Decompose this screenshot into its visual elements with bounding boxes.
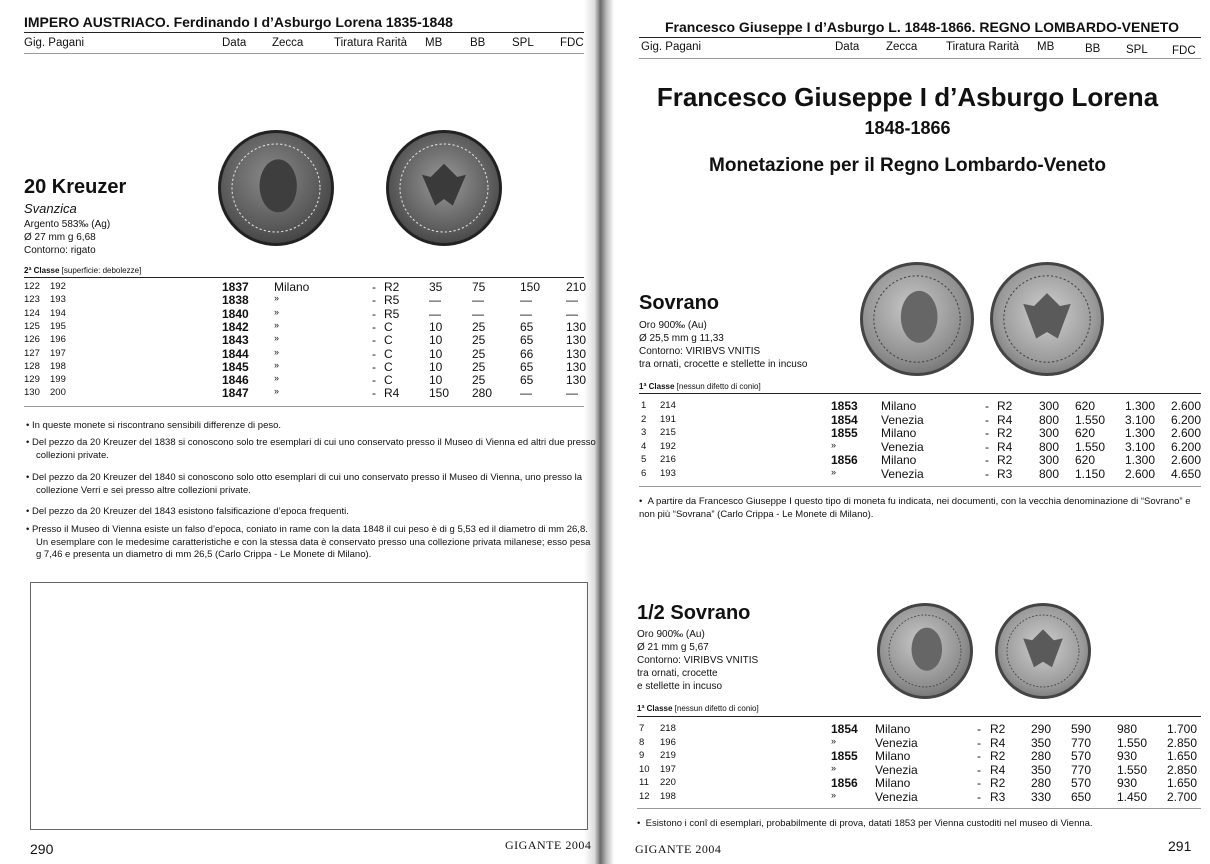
cell-fdc: — <box>566 386 578 401</box>
cell-bb: 25 <box>472 333 486 348</box>
cell-spl: 980 <box>1117 722 1138 736</box>
cell-bb: 570 <box>1071 749 1092 764</box>
cell-pag: 200 <box>50 387 66 399</box>
cell-gig: 2 <box>641 413 647 425</box>
table-row <box>605 722 1205 735</box>
cell-rar: R2 <box>990 722 1006 736</box>
cell-tir: - <box>977 776 981 791</box>
cell-data: 1845 <box>222 359 249 374</box>
col-gig-pagani: Gig. Pagani <box>24 37 85 49</box>
cell-bb: — <box>472 306 484 321</box>
cell-rar: C <box>384 319 393 334</box>
cell-mb: 10 <box>429 373 443 388</box>
cell-rar: R4 <box>990 762 1006 777</box>
note-item: • In queste monete si riscontrano sensibili differenze di peso. <box>26 420 282 431</box>
cell-tir: - <box>985 399 989 413</box>
table-row <box>605 426 1205 439</box>
col-tiratura-rarita: Tiratura Rarità <box>334 37 408 49</box>
cell-bb: 770 <box>1071 735 1092 750</box>
cell-data: 1842 <box>222 319 249 334</box>
col-data: Data <box>222 37 247 49</box>
cell-data: 1856 <box>831 453 858 467</box>
cell-pag: 197 <box>50 347 66 359</box>
cell-pag: 196 <box>50 334 66 346</box>
coin-obverse-image <box>218 130 334 246</box>
cell-rar: R3 <box>990 790 1006 804</box>
note-item: • Presso il Museo di Vienna esiste un falso d’epoca, coniato in rame con la data 1848 il cui peso è di g 5,53 ed il diametro di mm 26,8. Un esemplare con le medesime caratteristiche e con la stessa data è conservato presso una collezione privata milanese; esso pesa g 7,46 e presenta un diametro di mm 26,5 (Carlo Crippa - Le Monete di Milano). <box>26 524 591 560</box>
cell-spl: — <box>520 386 532 401</box>
cell-spl: 1.300 <box>1125 399 1156 413</box>
cell-fdc: 130 <box>566 346 587 361</box>
cell-fdc: 1.650 <box>1167 749 1198 764</box>
cell-fdc: 6.200 <box>1171 439 1202 454</box>
cell-zecca: Venezia <box>875 735 918 750</box>
cell-tir: - <box>985 426 989 440</box>
cell-data: 1853 <box>831 399 858 413</box>
cell-pag: 191 <box>660 413 676 425</box>
right-page <box>605 0 1210 864</box>
left-page <box>0 0 600 864</box>
cell-bb: 590 <box>1071 722 1092 736</box>
cell-spl: 930 <box>1117 776 1138 791</box>
cell-fdc: 2.600 <box>1171 399 1202 413</box>
cell-rar: R4 <box>384 386 400 401</box>
cell-spl: 1.550 <box>1117 735 1148 750</box>
cell-fdc: 1.650 <box>1167 776 1198 791</box>
cell-spl: 65 <box>520 373 534 388</box>
coin-subname: Svanzica <box>24 201 77 216</box>
cell-mb: 330 <box>1031 790 1052 804</box>
coin-spec: Contorno: VIRIBVS VNITIS <box>639 346 761 357</box>
cell-zecca: » <box>274 346 280 357</box>
cell-zecca: Venezia <box>881 412 924 427</box>
table-row <box>0 373 600 386</box>
table-row <box>605 440 1205 453</box>
cell-mb: — <box>429 293 441 308</box>
cell-gig: 125 <box>24 320 40 332</box>
cell-pag: 195 <box>50 320 66 332</box>
cell-bb: 770 <box>1071 762 1092 777</box>
cell-pag: 218 <box>660 723 676 734</box>
cell-spl: 65 <box>520 359 534 374</box>
cell-zecca: » <box>274 359 280 370</box>
col-fdc: FDC <box>560 37 584 49</box>
cell-tir: - <box>977 749 981 764</box>
coin-obverse-image <box>877 603 973 699</box>
page-number: 290 <box>30 841 54 857</box>
cell-rar: C <box>384 333 393 348</box>
cell-rar: R3 <box>997 466 1013 481</box>
col-bb: BB <box>470 37 486 49</box>
cell-rar: R2 <box>990 749 1006 764</box>
cell-mb: 300 <box>1039 426 1060 440</box>
cell-mb: — <box>429 306 441 321</box>
cell-mb: 10 <box>429 319 443 334</box>
cell-fdc: 130 <box>566 319 587 334</box>
cell-fdc: 1.700 <box>1167 722 1198 736</box>
cell-bb: 25 <box>472 373 486 388</box>
table-row <box>0 347 600 360</box>
cell-data: 1840 <box>222 306 249 321</box>
cell-tir: - <box>977 790 981 804</box>
table-row <box>605 776 1205 789</box>
cell-rar: R5 <box>384 293 400 308</box>
cell-mb: 350 <box>1031 735 1052 750</box>
cell-gig: 6 <box>641 467 647 479</box>
table-row <box>605 736 1205 749</box>
cell-mb: 800 <box>1039 466 1060 481</box>
cell-fdc: 6.200 <box>1171 412 1202 427</box>
col-tiratura-rarita: Tiratura Rarità <box>946 41 1020 53</box>
cell-tir: - <box>985 453 989 467</box>
cell-bb: 25 <box>472 346 486 361</box>
coin-reverse-image <box>386 130 502 246</box>
cell-zecca: » <box>274 386 280 397</box>
col-zecca: Zecca <box>886 41 918 53</box>
coin-reverse-image <box>990 262 1104 376</box>
cell-data: » <box>831 762 837 773</box>
cell-bb: 1.550 <box>1075 439 1106 454</box>
footer: GIGANTE 2004 <box>505 838 592 852</box>
cell-zecca: » <box>274 333 280 344</box>
cell-mb: 350 <box>1031 762 1052 777</box>
note-item: • A partire da Francesco Giuseppe I questo tipo di moneta fu indicata, nei documenti, con la vecchia denominazione di “Sovrano” e non più “Sovrana” (Carlo Crippa - Le Monete di Milano). <box>639 496 1191 520</box>
cell-zecca: Milano <box>875 776 911 791</box>
cell-gig: 124 <box>24 307 40 319</box>
cell-rar: C <box>384 346 393 361</box>
cell-zecca: » <box>274 373 280 384</box>
blank-box <box>30 582 588 830</box>
running-head: IMPERO AUSTRIACO. Ferdinando I d’Asburgo Lorena 1835-1848 <box>24 14 453 30</box>
cell-mb: 150 <box>429 386 450 401</box>
coin-spec: Argento 583‰ (Ag) <box>24 219 111 230</box>
cell-spl: 3.100 <box>1125 439 1156 454</box>
cell-fdc: 130 <box>566 373 587 388</box>
cell-rar: R2 <box>990 776 1006 791</box>
coin-spec: Ø 27 mm g 6,68 <box>24 232 96 243</box>
cell-gig: 10 <box>639 763 650 775</box>
table-row <box>605 453 1205 466</box>
cell-mb: 280 <box>1031 776 1052 791</box>
cell-gig: 127 <box>24 347 40 359</box>
table-row <box>605 763 1205 776</box>
cell-bb: 280 <box>472 386 493 401</box>
cell-rar: R2 <box>384 280 400 294</box>
coin-name: Sovrano <box>639 292 720 314</box>
cell-tir: - <box>372 293 376 308</box>
cell-data: » <box>831 466 837 477</box>
cell-pag: 192 <box>660 440 676 452</box>
table-row <box>0 307 600 320</box>
coin-spec: tra ornati, crocette <box>637 668 718 679</box>
col-fdc: FDC <box>1172 45 1196 57</box>
coin-spec: e stellette in incuso <box>637 681 723 692</box>
cell-spl: 150 <box>520 280 541 294</box>
cell-tir: - <box>985 466 989 481</box>
cell-pag: 198 <box>660 791 676 802</box>
cell-bb: — <box>472 293 484 308</box>
cell-gig: 8 <box>639 736 645 748</box>
cell-bb: 620 <box>1075 453 1096 467</box>
cell-fdc: — <box>566 293 578 308</box>
cell-fdc: 130 <box>566 359 587 374</box>
cell-gig: 1 <box>641 400 647 411</box>
coin-spec: Ø 21 mm g 5,67 <box>637 642 709 653</box>
cell-bb: 650 <box>1071 790 1092 804</box>
col-bb: BB <box>1085 43 1101 55</box>
cell-data: 1846 <box>222 373 249 388</box>
cell-spl: 66 <box>520 346 534 361</box>
cell-gig: 7 <box>639 723 645 734</box>
cell-rar: R2 <box>997 399 1013 413</box>
cell-pag: 192 <box>50 281 66 292</box>
cell-data: 1854 <box>831 722 858 736</box>
cell-fdc: 2.850 <box>1167 762 1198 777</box>
cell-gig: 3 <box>641 427 647 438</box>
cell-bb: 1.550 <box>1075 412 1106 427</box>
note-item: • Del pezzo da 20 Kreuzer del 1843 esistono falsificazione d’epoca frequenti. <box>26 506 349 517</box>
cell-fdc: 2.700 <box>1167 790 1198 804</box>
cell-tir: - <box>372 373 376 388</box>
cell-zecca: Milano <box>875 722 911 736</box>
page-years: 1848-1866 <box>864 118 951 138</box>
cell-mb: 10 <box>429 359 443 374</box>
cell-fdc: 130 <box>566 333 587 348</box>
cell-pag: 196 <box>660 736 676 748</box>
cell-rar: R5 <box>384 306 400 321</box>
table-row <box>0 386 600 399</box>
cell-fdc: 4.650 <box>1171 466 1202 481</box>
page-number: 291 <box>1168 838 1192 854</box>
cell-bb: 25 <box>472 319 486 334</box>
cell-zecca: Milano <box>881 426 917 440</box>
cell-pag: 197 <box>660 763 676 775</box>
cell-mb: 280 <box>1031 749 1052 764</box>
cell-zecca: » <box>274 306 280 317</box>
cell-zecca: Milano <box>881 453 917 467</box>
cell-data: » <box>831 790 837 800</box>
cell-zecca: Milano <box>881 399 917 413</box>
cell-rar: R2 <box>997 426 1013 440</box>
coin-spec: Oro 900‰ (Au) <box>639 320 707 331</box>
cell-fdc: 2.850 <box>1167 735 1198 750</box>
table-row <box>0 360 600 373</box>
cell-rar: R4 <box>990 735 1006 750</box>
cell-tir: - <box>372 306 376 321</box>
table-row <box>0 280 600 293</box>
col-spl: SPL <box>512 37 534 49</box>
table-row <box>0 293 600 306</box>
cell-fdc: 2.600 <box>1171 426 1202 440</box>
note-item: • Esistono i conî di esemplari, probabilmente di prova, datati 1853 per Vienna custoditi nel museo di Vienna. <box>637 818 1093 829</box>
cell-pag: 219 <box>660 750 676 762</box>
cell-tir: - <box>977 722 981 736</box>
cell-data: 1843 <box>222 333 249 348</box>
cell-tir: - <box>977 735 981 750</box>
cell-tir: - <box>372 319 376 334</box>
cell-mb: 300 <box>1039 453 1060 467</box>
cell-spl: 2.600 <box>1125 466 1156 481</box>
cell-spl: 1.300 <box>1125 426 1156 440</box>
cell-data: 1837 <box>222 280 249 294</box>
cell-gig: 129 <box>24 374 40 386</box>
table-row <box>605 413 1205 426</box>
cell-mb: 800 <box>1039 412 1060 427</box>
cell-spl: 3.100 <box>1125 412 1156 427</box>
cell-bb: 570 <box>1071 776 1092 791</box>
coin-spec: Contorno: VIRIBVS VNITIS <box>637 655 759 666</box>
cell-fdc: 210 <box>566 280 587 294</box>
cell-gig: 130 <box>24 387 40 399</box>
cell-rar: C <box>384 359 393 374</box>
class-label: 2ª Classe [superficie: debolezze] <box>24 266 142 275</box>
cell-pag: 198 <box>50 360 66 372</box>
class-label: 1ª Classe [nessun difetto di conio] <box>639 382 761 391</box>
cell-zecca: » <box>274 293 280 304</box>
coin-name: 1/2 Sovrano <box>637 602 751 624</box>
footer: GIGANTE 2004 <box>635 842 722 856</box>
cell-rar: R4 <box>997 412 1013 427</box>
cell-bb: 25 <box>472 359 486 374</box>
table-row <box>0 320 600 333</box>
cell-tir: - <box>372 280 376 294</box>
cell-gig: 12 <box>639 791 650 802</box>
cell-gig: 4 <box>641 440 647 452</box>
cell-gig: 122 <box>24 281 40 292</box>
coin-obverse-image <box>860 262 974 376</box>
cell-gig: 128 <box>24 360 40 372</box>
col-data: Data <box>835 41 860 53</box>
cell-gig: 123 <box>24 294 40 306</box>
cell-tir: - <box>372 333 376 348</box>
cell-pag: 215 <box>660 427 676 438</box>
cell-gig: 5 <box>641 454 647 465</box>
cell-mb: 800 <box>1039 439 1060 454</box>
coin-spec: Oro 900‰ (Au) <box>637 629 705 640</box>
coin-spec: Ø 25,5 mm g 11,33 <box>639 333 724 344</box>
cell-gig: 9 <box>639 750 645 762</box>
cell-zecca: Milano <box>274 280 310 294</box>
cell-spl: 65 <box>520 319 534 334</box>
cell-data: 1844 <box>222 346 249 361</box>
cell-rar: C <box>384 373 393 388</box>
cell-pag: 199 <box>50 374 66 386</box>
cell-tir: - <box>985 439 989 454</box>
table-row <box>605 749 1205 762</box>
cell-pag: 220 <box>660 777 676 789</box>
cell-spl: — <box>520 306 532 321</box>
cell-tir: - <box>977 762 981 777</box>
table-row <box>0 333 600 346</box>
cell-bb: 1.150 <box>1075 466 1106 481</box>
col-mb: MB <box>425 37 443 49</box>
cell-pag: 214 <box>660 400 676 411</box>
cell-zecca: Venezia <box>881 439 924 454</box>
cell-data: 1847 <box>222 386 249 401</box>
class-label: 1ª Classe [nessun difetto di conio] <box>637 704 759 713</box>
coin-name: 20 Kreuzer <box>24 176 127 198</box>
cell-mb: 290 <box>1031 722 1052 736</box>
table-row <box>605 467 1205 480</box>
cell-zecca: » <box>274 319 280 330</box>
cell-data: 1838 <box>222 293 249 308</box>
cell-rar: R2 <box>997 453 1013 467</box>
cell-fdc: — <box>566 306 578 321</box>
cell-bb: 620 <box>1075 399 1096 413</box>
cell-tir: - <box>372 346 376 361</box>
col-zecca: Zecca <box>272 37 304 49</box>
cell-data: 1856 <box>831 776 858 791</box>
cell-pag: 193 <box>50 294 66 306</box>
cell-bb: 620 <box>1075 426 1096 440</box>
cell-fdc: 2.600 <box>1171 453 1202 467</box>
cell-zecca: Venezia <box>875 790 918 804</box>
cell-spl: 1.300 <box>1125 453 1156 467</box>
table-row <box>605 399 1205 412</box>
cell-spl: 1.550 <box>1117 762 1148 777</box>
cell-zecca: Venezia <box>875 762 918 777</box>
cell-spl: — <box>520 293 532 308</box>
cell-tir: - <box>985 412 989 427</box>
running-head: Francesco Giuseppe I d’Asburgo L. 1848-1866. REGNO LOMBARDO-VENETO <box>665 19 1179 35</box>
cell-mb: 10 <box>429 346 443 361</box>
cell-zecca: Milano <box>875 749 911 764</box>
cell-zecca: Venezia <box>881 466 924 481</box>
page-subtitle: Monetazione per il Regno Lombardo-Veneto <box>709 155 1106 176</box>
note-item: • Del pezzo da 20 Kreuzer del 1840 si conoscono solo otto esemplari di cui uno conservato presso il Museo di Vienna, uno presso la collezione Verri e sei presso altre collezioni private. <box>26 472 583 496</box>
cell-gig: 11 <box>639 777 649 789</box>
note-item: • Del pezzo da 20 Kreuzer del 1838 si conoscono solo tre esemplari di cui uno conservato presso il Museo di Vienna ed altri due presso collezioni private. <box>26 437 596 461</box>
cell-data: 1854 <box>831 412 858 427</box>
cell-spl: 1.450 <box>1117 790 1148 804</box>
table-row <box>605 790 1205 803</box>
coin-spec: Contorno: rigato <box>24 245 96 256</box>
cell-gig: 126 <box>24 334 40 346</box>
cell-tir: - <box>372 386 376 401</box>
cell-rar: R4 <box>997 439 1013 454</box>
cell-data: 1855 <box>831 749 858 764</box>
cell-pag: 194 <box>50 307 66 319</box>
cell-spl: 65 <box>520 333 534 348</box>
cell-spl: 930 <box>1117 749 1138 764</box>
cell-mb: 10 <box>429 333 443 348</box>
cell-bb: 75 <box>472 280 486 294</box>
col-gig-pagani: Gig. Pagani <box>641 41 702 53</box>
cell-data: 1855 <box>831 426 858 440</box>
cell-mb: 300 <box>1039 399 1060 413</box>
cell-mb: 35 <box>429 280 443 294</box>
col-spl: SPL <box>1126 44 1148 56</box>
cell-data: » <box>831 735 837 746</box>
coin-spec: tra ornati, crocette e stellette in incuso <box>639 359 808 370</box>
cell-pag: 216 <box>660 454 676 465</box>
cell-tir: - <box>372 359 376 374</box>
page-title: Francesco Giuseppe I d’Asburgo Lorena <box>656 82 1159 112</box>
cell-pag: 193 <box>660 467 676 479</box>
col-mb: MB <box>1037 41 1055 53</box>
cell-data: » <box>831 439 837 450</box>
coin-reverse-image <box>995 603 1091 699</box>
